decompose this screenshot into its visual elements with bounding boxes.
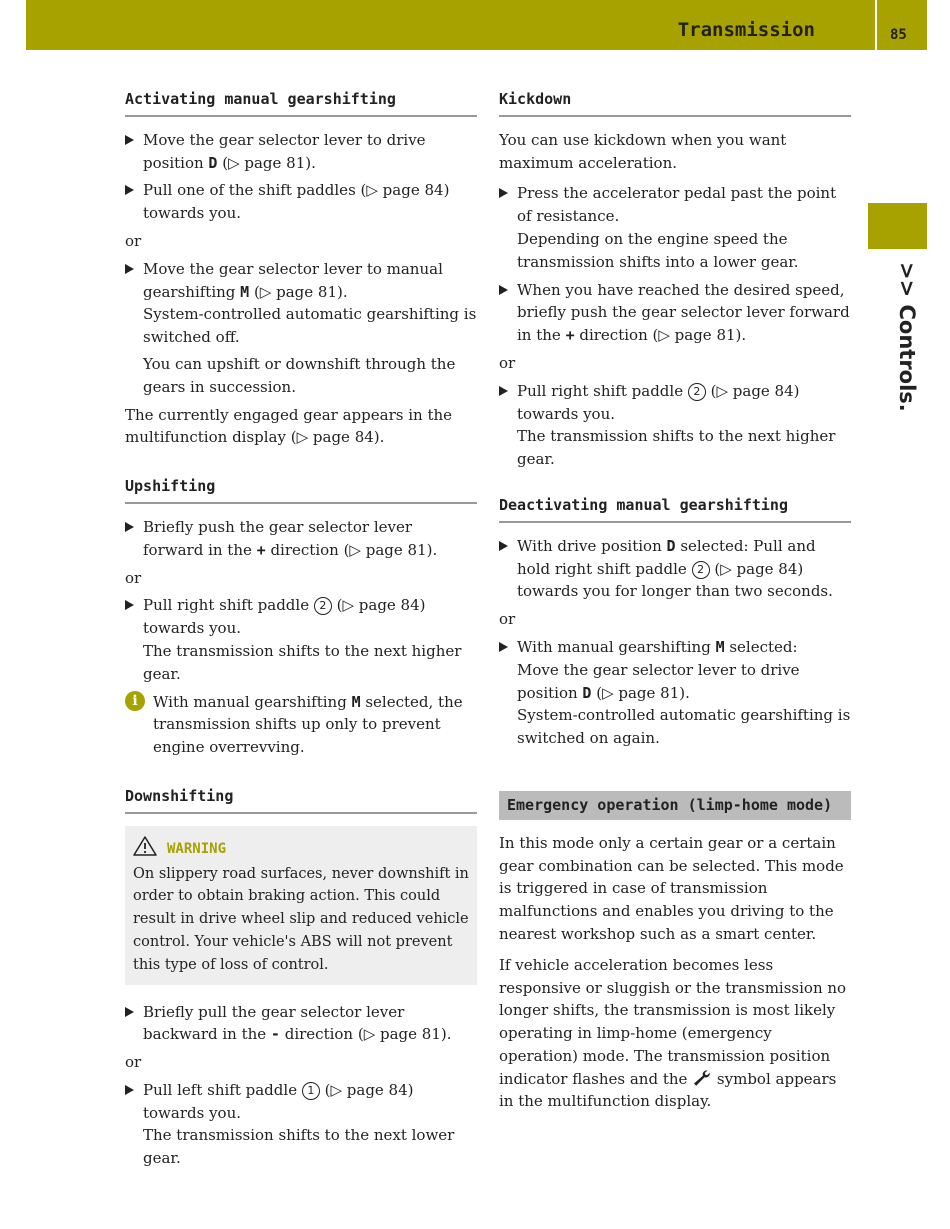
step-triangle-icon: [499, 642, 508, 652]
list-item: Press the accelerator pedal past the point of resistance. Depending on the engine speed the transmission shifts into a lower gear.: [499, 182, 851, 273]
heading-activating: Activating manual gearshifting: [125, 88, 477, 117]
step-result: You can upshift or downshift through the gears in succession.: [143, 354, 456, 396]
step-triangle-icon: [125, 522, 134, 532]
step-result: System-controlled automatic gearshifting is switched off.: [143, 305, 477, 347]
list-item: Briefly push the gear selector lever forward in the + direction (▷ page 81).: [125, 516, 477, 562]
warning-box: [125, 826, 477, 985]
or-separator: or: [125, 568, 142, 587]
step-result: The transmission shifts to the next lower gear.: [143, 1126, 455, 1168]
or-separator: or: [499, 610, 516, 629]
list-item: Move the gear selector lever to manual gearshifting M (▷ page 81). System-controlled automatic gearshifting is switched off. You can upshift or downshift through the gears in succession.: [125, 258, 477, 399]
warning-triangle-icon: [133, 836, 157, 856]
side-tab-marker: [868, 203, 927, 249]
list-item: With drive position D selected: Pull and hold right shift paddle 2 (▷ page 84) towards you for longer than two seconds.: [499, 535, 851, 603]
heading-emergency-operation: Emergency operation (limp-home mode): [499, 791, 851, 820]
list-item: With manual gearshifting M selected: Move the gear selector lever to drive position D (▷ page 81). System-controlled automatic gearshifting is switched on again.: [499, 636, 851, 750]
step-result: System-controlled automatic gearshifting is switched on again.: [517, 706, 851, 748]
step-triangle-icon: [499, 541, 508, 551]
step-result: Depending on the engine speed the transmission shifts into a lower gear.: [517, 229, 799, 271]
list-item: Pull right shift paddle 2 (▷ page 84) towards you. The transmission shifts to the next higher gear.: [125, 594, 477, 685]
warning-header: WARNING: [133, 836, 469, 861]
info-note: i With manual gearshifting M selected, the transmission shifts up only to prevent engine overrevving.: [125, 691, 477, 759]
paddle-number-badge: 2: [688, 383, 706, 401]
list-item: Pull one of the shift paddles (▷ page 84) towards you.: [125, 179, 477, 225]
paragraph: In this mode only a certain gear or a certain gear combination can be selected. This mode is triggered in case of transmission malfunctions and enables you driving to the nearest workshop such as a smart center.: [499, 833, 844, 943]
left-column: [125, 88, 477, 1175]
list-item: Pull left shift paddle 1 (▷ page 84) towards you. The transmission shifts to the next lower gear.: [125, 1079, 477, 1170]
info-icon: i: [125, 691, 145, 711]
page-number: 85: [890, 27, 907, 43]
paddle-number-badge: 2: [692, 561, 710, 579]
step-triangle-icon: [125, 600, 134, 610]
list-item: When you have reached the desired speed, briefly push the gear selector lever forward in the + direction (▷ page 81).: [499, 279, 851, 347]
step-triangle-icon: [499, 386, 508, 396]
paddle-number-badge: 2: [314, 597, 332, 615]
list-item: Pull right shift paddle 2 (▷ page 84) towards you. The transmission shifts to the next higher gear.: [499, 380, 851, 471]
wrench-icon: [692, 1069, 712, 1087]
list-item: Briefly pull the gear selector lever backward in the - direction (▷ page 81).: [125, 1001, 477, 1047]
heading-downshifting: Downshifting: [125, 785, 477, 814]
paragraph: The currently engaged gear appears in the multifunction display (▷ page 84).: [125, 405, 453, 447]
paddle-number-badge: 1: [302, 1082, 320, 1100]
heading-upshifting: Upshifting: [125, 475, 477, 504]
step-triangle-icon: [125, 264, 134, 274]
step-result: Move the gear selector lever to drive position D (▷ page 81).: [517, 660, 800, 702]
heading-deactivating: Deactivating manual gearshifting: [499, 494, 851, 523]
heading-kickdown: Kickdown: [499, 88, 851, 117]
or-separator: or: [125, 231, 142, 250]
step-triangle-icon: [125, 1007, 134, 1017]
step-result: The transmission shifts to the next higher gear.: [143, 641, 462, 683]
step-result: The transmission shifts to the next higher gear.: [517, 427, 836, 469]
step-triangle-icon: [125, 185, 134, 195]
or-separator: or: [125, 1053, 142, 1072]
side-tab-label: >> Controls.: [895, 262, 919, 412]
paragraph: You can use kickdown when you want maximum acceleration.: [499, 130, 787, 172]
step-triangle-icon: [499, 188, 508, 198]
step-triangle-icon: [125, 135, 134, 145]
page-section-title: Transmission: [677, 19, 815, 41]
right-column: [499, 88, 851, 1121]
step-triangle-icon: [499, 285, 508, 295]
list-item: Move the gear selector lever to drive position D (▷ page 81).: [125, 129, 477, 175]
or-separator: or: [499, 353, 516, 372]
warning-text: On slippery road surfaces, never downshift in order to obtain braking action. This could result in drive wheel slip and reduced vehicle control. Your vehicle's ABS will not prevent this type of loss of control.: [133, 865, 469, 973]
header-divider: [875, 0, 877, 50]
step-triangle-icon: [125, 1085, 134, 1095]
paragraph: If vehicle acceleration becomes less responsive or sluggish or the transmission no longer shifts, the transmission is most likely operating in limp-home (emergency operation) mode. The transmission position indicator flashes and the symbol appears in the multifunction display.: [499, 955, 847, 1111]
header-bar: [26, 0, 927, 50]
